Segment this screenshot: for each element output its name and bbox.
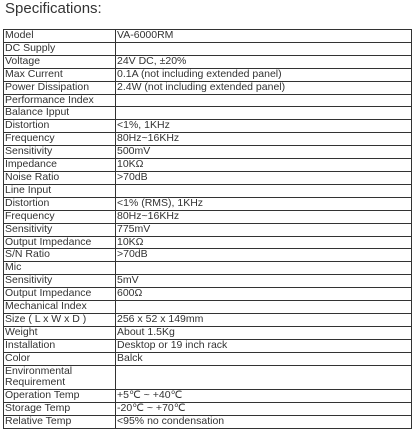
spec-value-cell: 0.1A (not including extended panel) [116,68,412,81]
spec-value-cell [116,107,412,120]
page-title: Specifications: [5,0,102,17]
table-row [4,339,412,352]
spec-label-cell: Power Dissipation [4,81,116,94]
spec-label-cell: Max Current [4,68,116,81]
spec-label-cell: Color [4,352,116,365]
spec-value-cell: -20℃ ~ +70℃ [116,403,412,416]
table-row [4,249,412,262]
specifications-table [3,29,412,429]
spec-label-cell: Distortion [4,120,116,133]
spec-value-cell: Desktop or 19 inch rack [116,339,412,352]
spec-value-cell [116,301,412,314]
table-row [4,223,412,236]
spec-value-cell: VA-6000RM [116,30,412,43]
spec-value-cell: <1% (RMS), 1KHz [116,197,412,210]
spec-value-cell: 24V DC, ±20% [116,55,412,68]
table-row [4,416,412,429]
spec-value-cell: 2.4W (not including extended panel) [116,81,412,94]
spec-label-cell: Frequency [4,133,116,146]
spec-value-cell: <95% no condensation [116,416,412,429]
spec-label-cell: Frequency [4,210,116,223]
spec-label-cell: Mic [4,262,116,275]
spec-value-cell: 10KΩ [116,159,412,172]
spec-label-cell: Sensitivity [4,275,116,288]
table-row [4,365,412,390]
table-row [4,352,412,365]
spec-value-cell: 5mV [116,275,412,288]
spec-label-cell: Mechanical Index [4,301,116,314]
table-row [4,81,412,94]
table-row [4,107,412,120]
table-row [4,390,412,403]
table-row [4,236,412,249]
spec-value-cell: 600Ω [116,288,412,301]
spec-value-cell [116,262,412,275]
spec-value-cell: 775mV [116,223,412,236]
spec-label-cell: Relative Temp [4,416,116,429]
spec-label-cell: Performance Index [4,94,116,107]
table-row [4,326,412,339]
spec-value-cell: Balck [116,352,412,365]
table-row [4,288,412,301]
spec-label-cell: Environmental Requirement [4,365,116,390]
spec-value-cell [116,184,412,197]
table-row [4,94,412,107]
spec-label-cell: Sensitivity [4,146,116,159]
table-row [4,146,412,159]
spec-label-cell: Balance Ipput [4,107,116,120]
spec-label-cell: Impedance [4,159,116,172]
table-row [4,171,412,184]
spec-label-cell: Output Impedance [4,288,116,301]
spec-label-cell: Weight [4,326,116,339]
spec-value-cell: <1%, 1KHz [116,120,412,133]
table-row [4,42,412,55]
table-row [4,403,412,416]
specifications-table-body [4,30,412,429]
spec-value-cell [116,42,412,55]
spec-value-cell: 10KΩ [116,236,412,249]
spec-label-cell: Voltage [4,55,116,68]
table-row [4,275,412,288]
spec-value-cell [116,365,412,390]
spec-label-cell: DC Supply [4,42,116,55]
table-row [4,30,412,43]
spec-label-cell: Output Impedance [4,236,116,249]
spec-label-cell: Noise Ratio [4,171,116,184]
table-row [4,184,412,197]
spec-label-cell: Line Input [4,184,116,197]
spec-value-cell: About 1.5Kg [116,326,412,339]
spec-value-cell [116,94,412,107]
spec-label-cell: S/N Ratio [4,249,116,262]
table-row [4,133,412,146]
spec-label-cell: Distortion [4,197,116,210]
spec-label-cell: Size ( L x W x D ) [4,313,116,326]
spec-value-cell: >70dB [116,249,412,262]
spec-value-cell: >70dB [116,171,412,184]
table-row [4,301,412,314]
spec-value-cell: 80Hz~16KHz [116,210,412,223]
table-row [4,120,412,133]
table-row [4,313,412,326]
spec-label-cell: Sensitivity [4,223,116,236]
spec-label-cell: Installation [4,339,116,352]
table-row [4,262,412,275]
spec-label-cell: Operation Temp [4,390,116,403]
spec-label-cell: Model [4,30,116,43]
spec-value-cell: 500mV [116,146,412,159]
spec-value-cell: +5℃ ~ +40℃ [116,390,412,403]
spec-value-cell: 256 x 52 x 149mm [116,313,412,326]
table-row [4,159,412,172]
table-row [4,210,412,223]
spec-label-cell: Storage Temp [4,403,116,416]
table-row [4,197,412,210]
spec-value-cell: 80Hz~16KHz [116,133,412,146]
table-row [4,68,412,81]
table-row [4,55,412,68]
